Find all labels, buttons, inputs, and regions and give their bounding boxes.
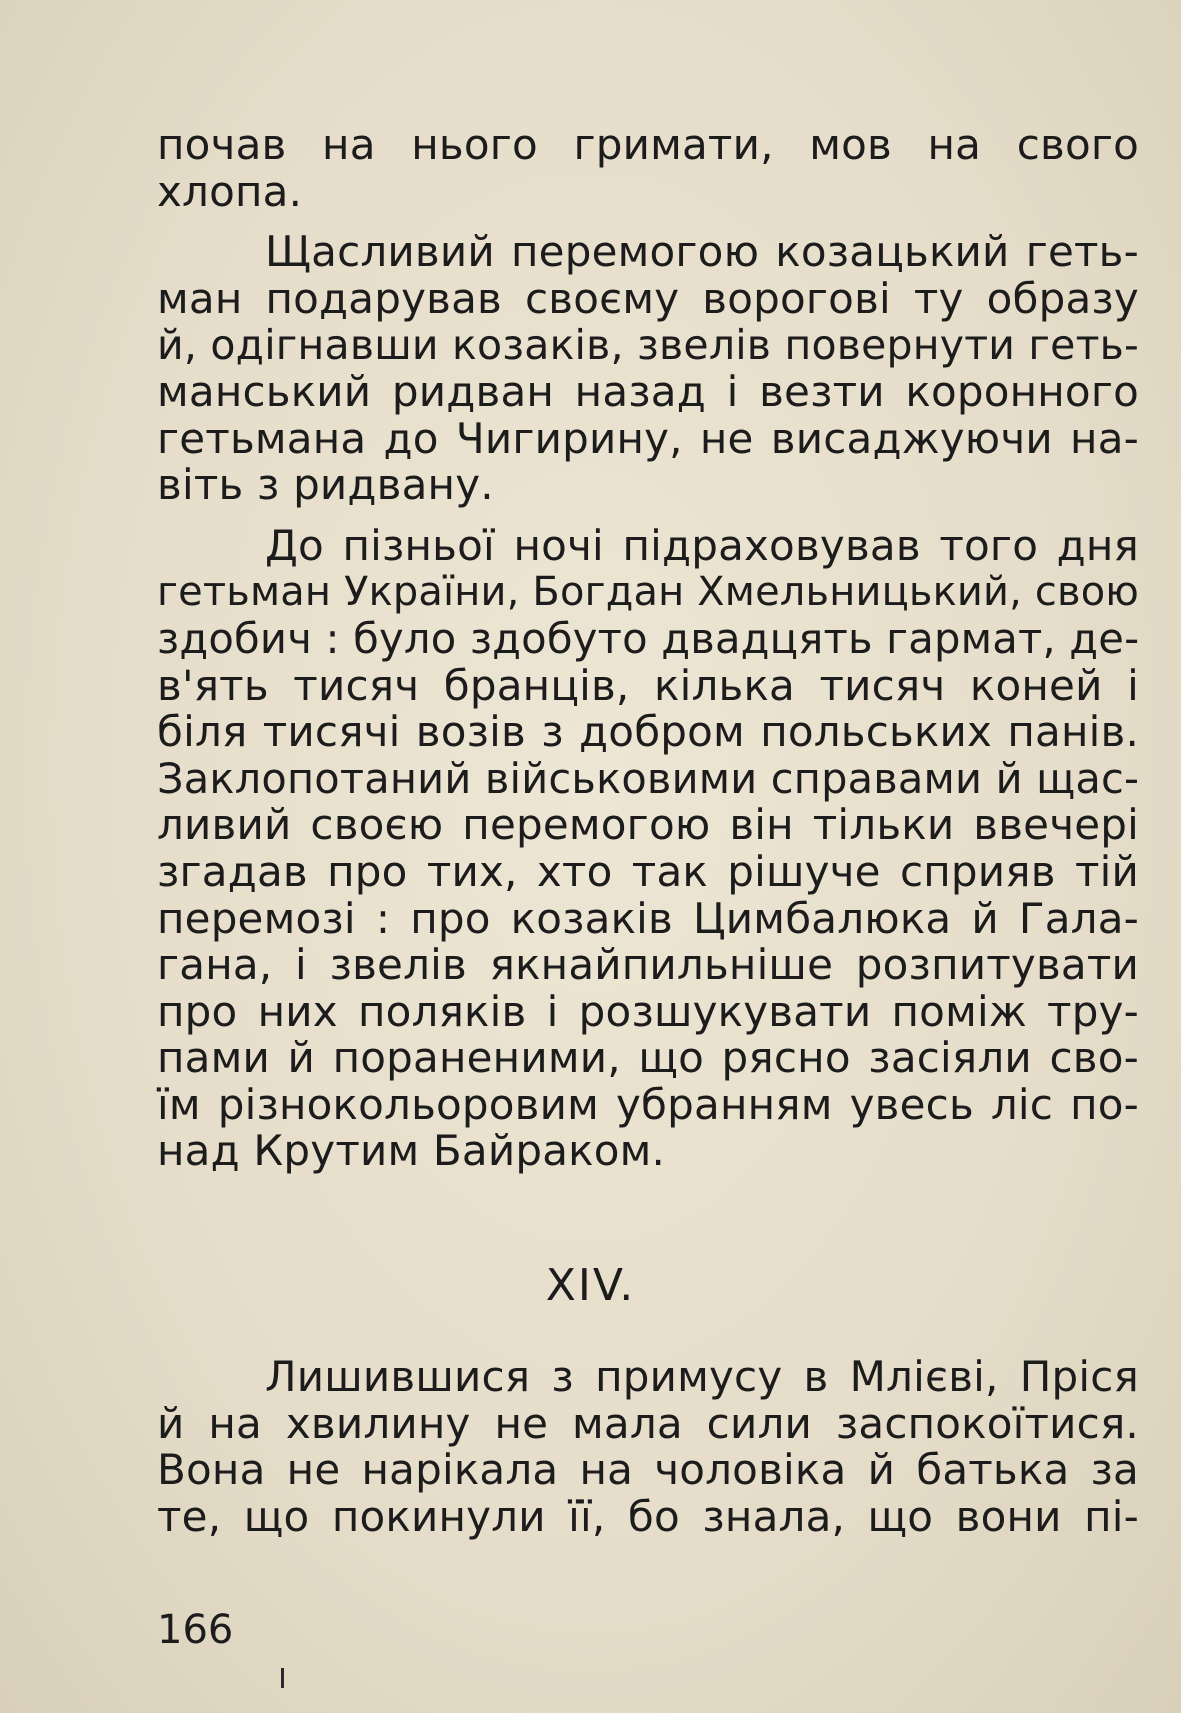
- text-line: віть з ридвану.: [157, 460, 494, 510]
- text-line: Лишившися з примусу в Млієві, Пріся: [265, 1352, 1139, 1401]
- text-line: Щасливий перемогою козацький геть-: [265, 227, 1139, 277]
- chapter-heading: XIV.: [545, 1260, 636, 1311]
- text-line: ман подарував своєму ворогові ту образу: [157, 273, 1139, 323]
- text-line: ливий своєю перемогою він тільки ввечері: [157, 800, 1139, 850]
- text-line: й на хвилину не мала сили заспокоїтися.: [157, 1398, 1139, 1448]
- print-mark: [281, 1668, 284, 1688]
- text-line: До пізньої ночі підраховував того дня: [265, 520, 1139, 570]
- text-line: згадав про тих, хто так рішуче сприяв тій: [157, 846, 1139, 896]
- text-line: хлопа.: [157, 166, 303, 216]
- text-line: про них поляків і розшукувати поміж тру-: [157, 986, 1139, 1036]
- text-line: гетьман України, Богдан Хмельницький, свою: [157, 569, 1140, 616]
- text-line: над Крутим Байраком.: [157, 1126, 666, 1176]
- text-line: гетьмана до Чигирину, не висаджуючи на-: [157, 413, 1139, 463]
- text-line: здобич : було здобуто двадцять гармат, де-: [157, 613, 1140, 663]
- text-block-bottom: [157, 1354, 1139, 1540]
- text-line: пами й пораненими, що рясно засіяли сво-: [157, 1033, 1139, 1083]
- text-line: те, що покинули її, бо знала, що вони пі-: [157, 1491, 1139, 1541]
- text-line: манський ридван назад і везти коронного: [157, 366, 1139, 416]
- page-number: 166: [157, 1607, 234, 1653]
- text-line: Вона не нарікала на чоловіка й батька за: [157, 1445, 1139, 1495]
- text-line: й, одігнавши козаків, звелів повернути геть-: [157, 321, 1139, 370]
- text-block-top: [157, 122, 1139, 1175]
- text-line: Заклопотаний військовими справами й щас-: [157, 753, 1140, 803]
- text-line: біля тисячі возів з добром польських панів.: [157, 707, 1139, 757]
- text-line: почав на нього гримати, мов на свого: [157, 120, 1139, 169]
- text-line: їм різнокольоровим убранням увесь ліс по-: [157, 1079, 1139, 1129]
- text-line: перемозі : про козаків Цимбалюка й Гала-: [157, 893, 1139, 943]
- text-line: в'ять тисяч бранців, кілька тисяч коней і: [157, 660, 1139, 710]
- text-line: гана, і звелів якнайпильніше розпитувати: [157, 940, 1139, 990]
